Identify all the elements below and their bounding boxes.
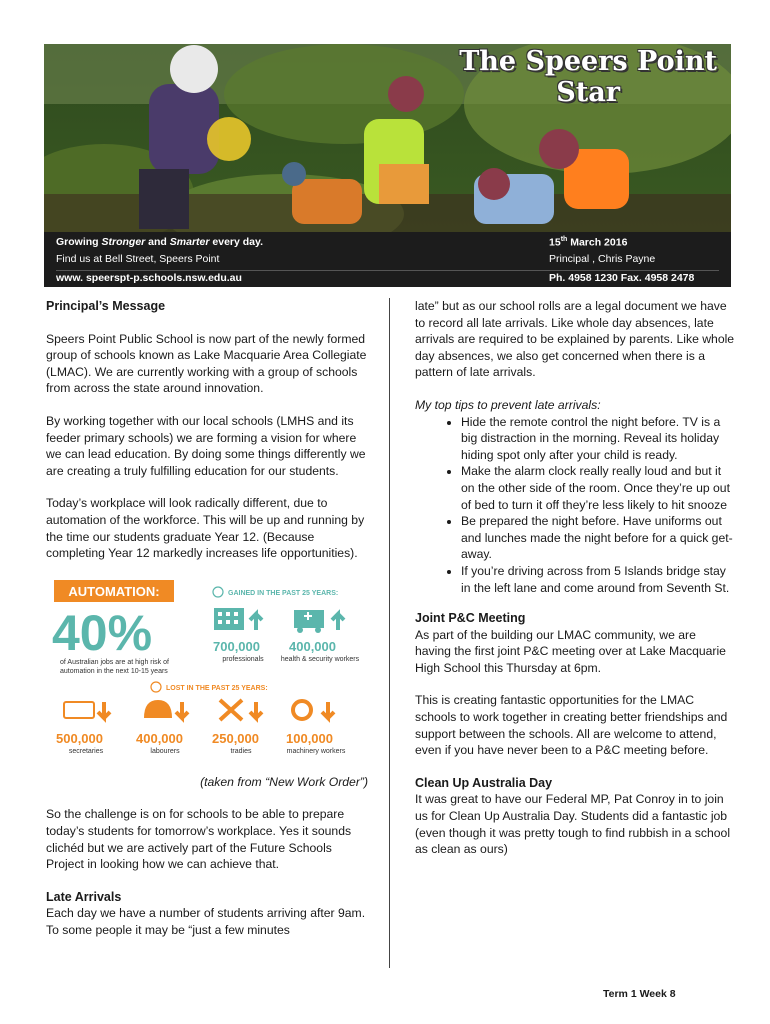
right-column	[415, 298, 735, 874]
garden-photo	[44, 44, 731, 232]
building-icon	[214, 608, 244, 630]
paragraph: Today’s workplace will look radically different, due to automation of the workforce. This will be up and running by the time our students graduate Year 12. (Because completing Year 12 markedly increases life opportunities).	[46, 496, 365, 561]
list-item: • Be prepared the night before. Have uniforms out and lunches made the night before for a quick get-away.	[461, 513, 735, 563]
website-link[interactable]: www. speerspt-p.schools.nsw.edu.au	[56, 272, 242, 284]
paragraph: By working together with our local schools (LMHS and its feeder primary schools) we are forming a vision for where we can lead education. By doing some things differently we are creating a truly fulfilling education for our students.	[46, 413, 366, 478]
lost-label: labourers	[150, 747, 180, 755]
gear-icon	[293, 701, 311, 719]
address: Find us at Bell Street, Speers Point	[56, 253, 220, 265]
phone-fax: Ph. 4958 1230 Fax. 4958 2478	[549, 272, 695, 284]
info-bar	[44, 232, 731, 287]
late-arrivals-heading: Late Arrivals	[46, 889, 122, 904]
list-item: • Hide the remote control the night before. TV is a big distraction in the morning. Reveal its holiday hiding spot only after your child is ready.	[461, 414, 735, 464]
automation-infographic	[46, 578, 368, 768]
ambulance-icon	[294, 610, 324, 633]
masthead	[44, 44, 731, 287]
arrow-down-icon	[98, 702, 110, 718]
paragraph: So the challenge is on for schools to be able to prepare today’s students for tomorrow’s workplace. Yes it sounds clichéd but we are actively part of the Future Schools Project in looking how we can achieve that.	[46, 807, 352, 872]
arrow-down-icon	[250, 702, 262, 718]
keyboard-icon	[64, 702, 94, 718]
tips-list	[415, 414, 735, 597]
arrow-down-icon	[176, 702, 188, 718]
principals-message-heading: Principal’s Message	[46, 299, 166, 313]
motto: Growing Stronger and Smarter every day.	[56, 236, 263, 248]
paragraph: Speers Point Public School is now part of the newly formed group of schools known as Lake Macquarie Area Collegiate (LMAC). We are currently working with a group of schools from across the state around innovation.	[46, 331, 367, 396]
footer-term: Term 1 Week 8	[603, 988, 676, 1000]
gained-label: GAINED IN THE PAST 25 YEARS:	[228, 589, 339, 597]
paragraph: late” but as our school rolls are a legal document we have to record all late arrivals. Like whole day absences, late arrivals are required to be explained by parents. Like whole day absences, we also get concerned when there is a pattern of late arrivals.	[415, 299, 735, 380]
arrow-up-icon	[250, 614, 262, 630]
lost-value: 250,000	[212, 730, 259, 746]
gained-value: 400,000	[289, 638, 336, 654]
lost-label: LOST IN THE PAST 25 YEARS:	[166, 684, 268, 692]
big-number: 40%	[52, 604, 153, 661]
paragraph: As part of the building our LMAC community, we are having the first joint P&C meeting over at Lake Macquarie High School this Thursday at 6pm.	[415, 627, 726, 675]
lost-label: machinery workers	[286, 747, 346, 755]
hardhat-icon	[144, 700, 172, 718]
arrow-down-icon	[322, 702, 334, 718]
big-desc-2: automation in the next 10-15 years	[60, 667, 168, 675]
left-column	[46, 298, 368, 954]
clean-up-heading: Clean Up Australia Day	[415, 775, 553, 790]
lost-label: tradies	[230, 747, 252, 755]
arrow-up-icon	[332, 614, 344, 630]
smile-icon	[213, 587, 223, 597]
pc-meeting-heading: Joint P&C Meeting	[415, 611, 526, 626]
paragraph: This is creating fantastic opportunities for the LMAC schools to work together in creating better friendships and support between the schools. All are welcome to attend, even if you have never been to a P&C meeting before.	[415, 693, 728, 758]
gained-label: health & security workers	[280, 655, 360, 663]
column-divider	[389, 298, 390, 968]
infographic-caption: (taken from “New Work Order”)	[200, 774, 368, 789]
paragraph: Each day we have a number of students arriving after 9am. To some people it may be “just a few minutes	[46, 906, 366, 937]
lost-value: 100,000	[286, 730, 333, 746]
lost-value: 400,000	[136, 730, 183, 746]
principal-name: Principal , Chris Payne	[549, 253, 656, 265]
tips-heading: My top tips to prevent late arrivals:	[415, 397, 601, 412]
gained-label: professionals	[222, 655, 264, 663]
lost-value: 500,000	[56, 730, 103, 746]
frown-icon	[151, 682, 161, 692]
lost-label: secretaries	[68, 747, 104, 755]
badge-text: AUTOMATION:	[68, 583, 160, 599]
list-item: • Make the alarm clock really really loud and but it on the other side of the room. Once they’re up out of bed to turn it off they’re less likely to hit snooze	[461, 463, 735, 513]
newsletter-title: The Speers Point Star	[459, 46, 717, 108]
list-item: • If you’re driving across from 5 Islands bridge stay in the left lane and come around from Seventh St.	[461, 563, 735, 596]
gained-value: 700,000	[213, 638, 260, 654]
issue-date: 15th March 2016	[549, 236, 628, 249]
paragraph: It was great to have our Federal MP, Pat Conroy in to join us for Clean Up Australia Day. Students did a fantastic job (even though it was pretty tough to find rubbish in a school as clean as ours)	[415, 792, 731, 857]
tools-icon	[220, 700, 242, 720]
big-desc-1: of Australian jobs are at high risk of	[60, 658, 169, 666]
